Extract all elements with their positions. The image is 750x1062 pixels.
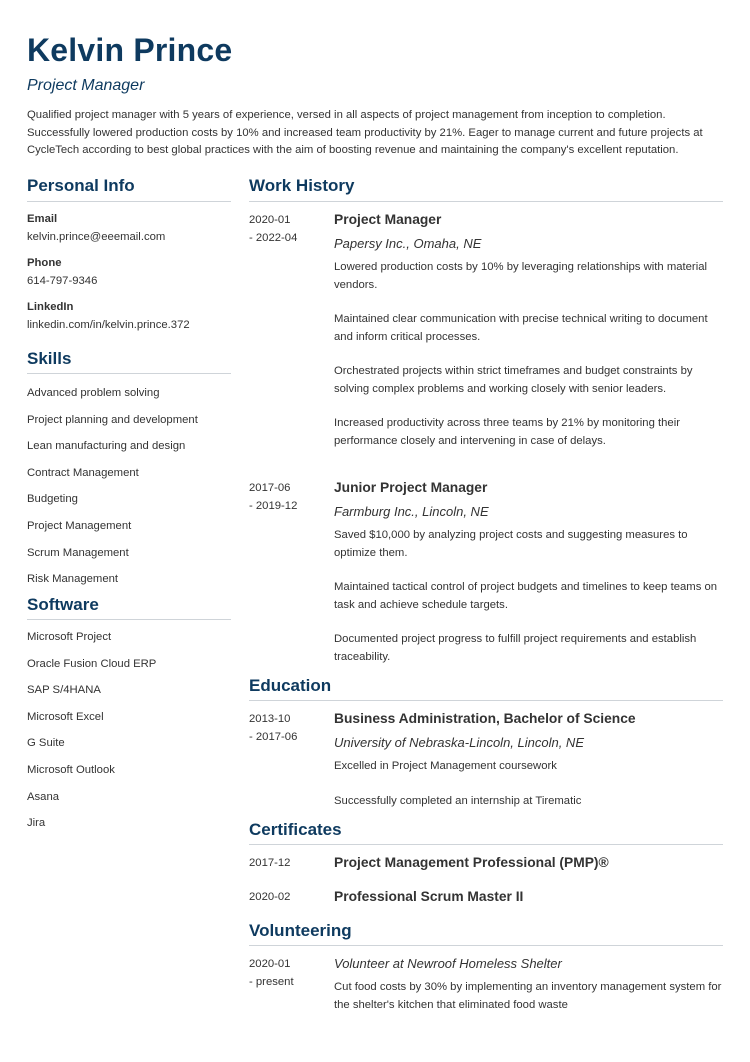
education-divider	[249, 700, 723, 701]
education-dates	[249, 710, 329, 746]
resume-summary: Qualified project manager with 5 years of experience, versed in all aspects of project management from inception to completion. Successfully lowered production costs by 10% and increased team productivity by 21%. Eager to manage current and future projects at CycleTech according to best global practices with the aim of boosting revenue and maintaining the company's excellent reputation.	[27, 109, 703, 156]
skill-item: Project Management	[27, 519, 132, 532]
certificates-divider	[249, 844, 723, 845]
work-entry	[249, 479, 724, 669]
education-bullet: Excelled in Project Management coursework	[334, 760, 557, 772]
date-end: - 2022-04	[249, 232, 298, 244]
date-start: 2013-10	[249, 713, 291, 725]
linkedin-value[interactable]: linkedin.com/in/kelvin.prince.372	[27, 319, 190, 331]
certificate-entry	[249, 854, 724, 878]
phone-value[interactable]: 614-797-9346	[27, 275, 98, 287]
job-bullet: Maintained clear communication with precise technical writing to document and inform critical processes.	[334, 313, 708, 343]
software-item: SAP S/4HANA	[27, 684, 101, 697]
software-item: Jira	[27, 817, 46, 830]
certificate-entry	[249, 888, 724, 912]
job-bullet: Increased productivity across three teams by 21% by monitoring their performance closely and intervening in case of delays.	[334, 417, 680, 447]
software-heading: Software	[27, 595, 99, 614]
job-title: Project Manager	[334, 212, 442, 227]
software-item: Oracle Fusion Cloud ERP	[27, 657, 157, 670]
skill-item: Contract Management	[27, 466, 139, 479]
skills-divider	[27, 373, 231, 374]
job-bullet: Documented project progress to fulfill project requirements and establish traceability.	[334, 633, 697, 663]
software-item: Microsoft Excel	[27, 710, 104, 723]
company: Papersy Inc., Omaha, NE	[334, 236, 482, 251]
job-bullet: Maintained tactical control of project budgets and timelines to keep teams on task and achieve schedule targets.	[334, 581, 718, 611]
volunteering-content	[334, 955, 724, 1014]
work-entry-content	[334, 479, 724, 666]
work-entry-content	[334, 211, 724, 450]
volunteering-heading: Volunteering	[249, 921, 352, 940]
skills-list	[27, 385, 231, 598]
volunteer-bullet: Cut food costs by 30% by implementing an inventory management system for the shelter's kitchen that eliminated food waste	[334, 981, 722, 1011]
software-divider	[27, 619, 231, 620]
email-value[interactable]: kelvin.prince@eeemail.com	[27, 231, 166, 243]
certificates-heading: Certificates	[249, 820, 342, 839]
certificate-content	[334, 888, 724, 906]
personal-info-divider	[27, 201, 231, 202]
volunteering-divider	[249, 945, 723, 946]
job-bullet: Orchestrated projects within strict timeframes and budget constraints by solving complex problems and working closely with senior leaders.	[334, 365, 693, 395]
date-start: 2017-06	[249, 482, 291, 494]
date-start: 2020-01	[249, 958, 291, 970]
certificate-name: Project Management Professional (PMP)®	[334, 855, 609, 870]
work-history-heading: Work History	[249, 176, 355, 195]
software-item: G Suite	[27, 737, 65, 750]
education-heading: Education	[249, 676, 332, 695]
skill-item: Project planning and development	[27, 413, 198, 426]
skill-item: Risk Management	[27, 573, 119, 586]
skills-heading: Skills	[27, 349, 72, 368]
education-bullet: Successfully completed an internship at Tirematic	[334, 794, 582, 807]
education-content	[334, 710, 724, 810]
date-end: - present	[249, 976, 294, 988]
date-start: 2020-01	[249, 214, 291, 226]
school: University of Nebraska-Lincoln, Lincoln, NE	[334, 735, 584, 750]
work-entry-dates	[249, 479, 329, 515]
date-end: - 2017-06	[249, 731, 298, 743]
company: Farmburg Inc., Lincoln, NE	[334, 504, 489, 519]
software-item: Microsoft Project	[27, 631, 112, 643]
certificate-date: 2017-12	[249, 857, 291, 869]
software-item: Microsoft Outlook	[27, 763, 115, 776]
personal-info-heading: Personal Info	[27, 176, 135, 195]
software-list	[27, 629, 231, 842]
resume-title: Project Manager	[27, 77, 145, 94]
software-item: Asana	[27, 790, 60, 803]
date-end: - 2019-12	[249, 500, 298, 512]
personal-info-section	[27, 211, 231, 333]
volunteering-dates	[249, 955, 329, 991]
volunteering-entry	[249, 955, 724, 1025]
skill-item: Budgeting	[27, 493, 78, 506]
work-entry	[249, 211, 724, 461]
skill-item: Scrum Management	[27, 546, 129, 559]
email-label: Email	[27, 213, 58, 225]
job-title: Junior Project Manager	[334, 480, 488, 495]
degree: Business Administration, Bachelor of Science	[334, 711, 636, 726]
job-bullet: Lowered production costs by 10% by leveraging relationships with material vendors.	[334, 261, 707, 291]
skill-item: Advanced problem solving	[27, 387, 160, 399]
certificate-name: Professional Scrum Master II	[334, 889, 524, 904]
work-entry-dates	[249, 211, 329, 247]
education-entry	[249, 710, 724, 820]
certificate-content	[334, 854, 724, 872]
volunteer-role: Volunteer at Newroof Homeless Shelter	[334, 956, 562, 971]
phone-label: Phone	[27, 257, 62, 269]
linkedin-label: LinkedIn	[27, 301, 74, 313]
work-history-divider	[249, 201, 723, 202]
resume-name: Kelvin Prince	[27, 32, 233, 68]
certificate-date: 2020-02	[249, 891, 291, 903]
job-bullet: Saved $10,000 by analyzing project costs and suggesting measures to optimize them.	[334, 529, 688, 559]
skill-item: Lean manufacturing and design	[27, 440, 186, 453]
